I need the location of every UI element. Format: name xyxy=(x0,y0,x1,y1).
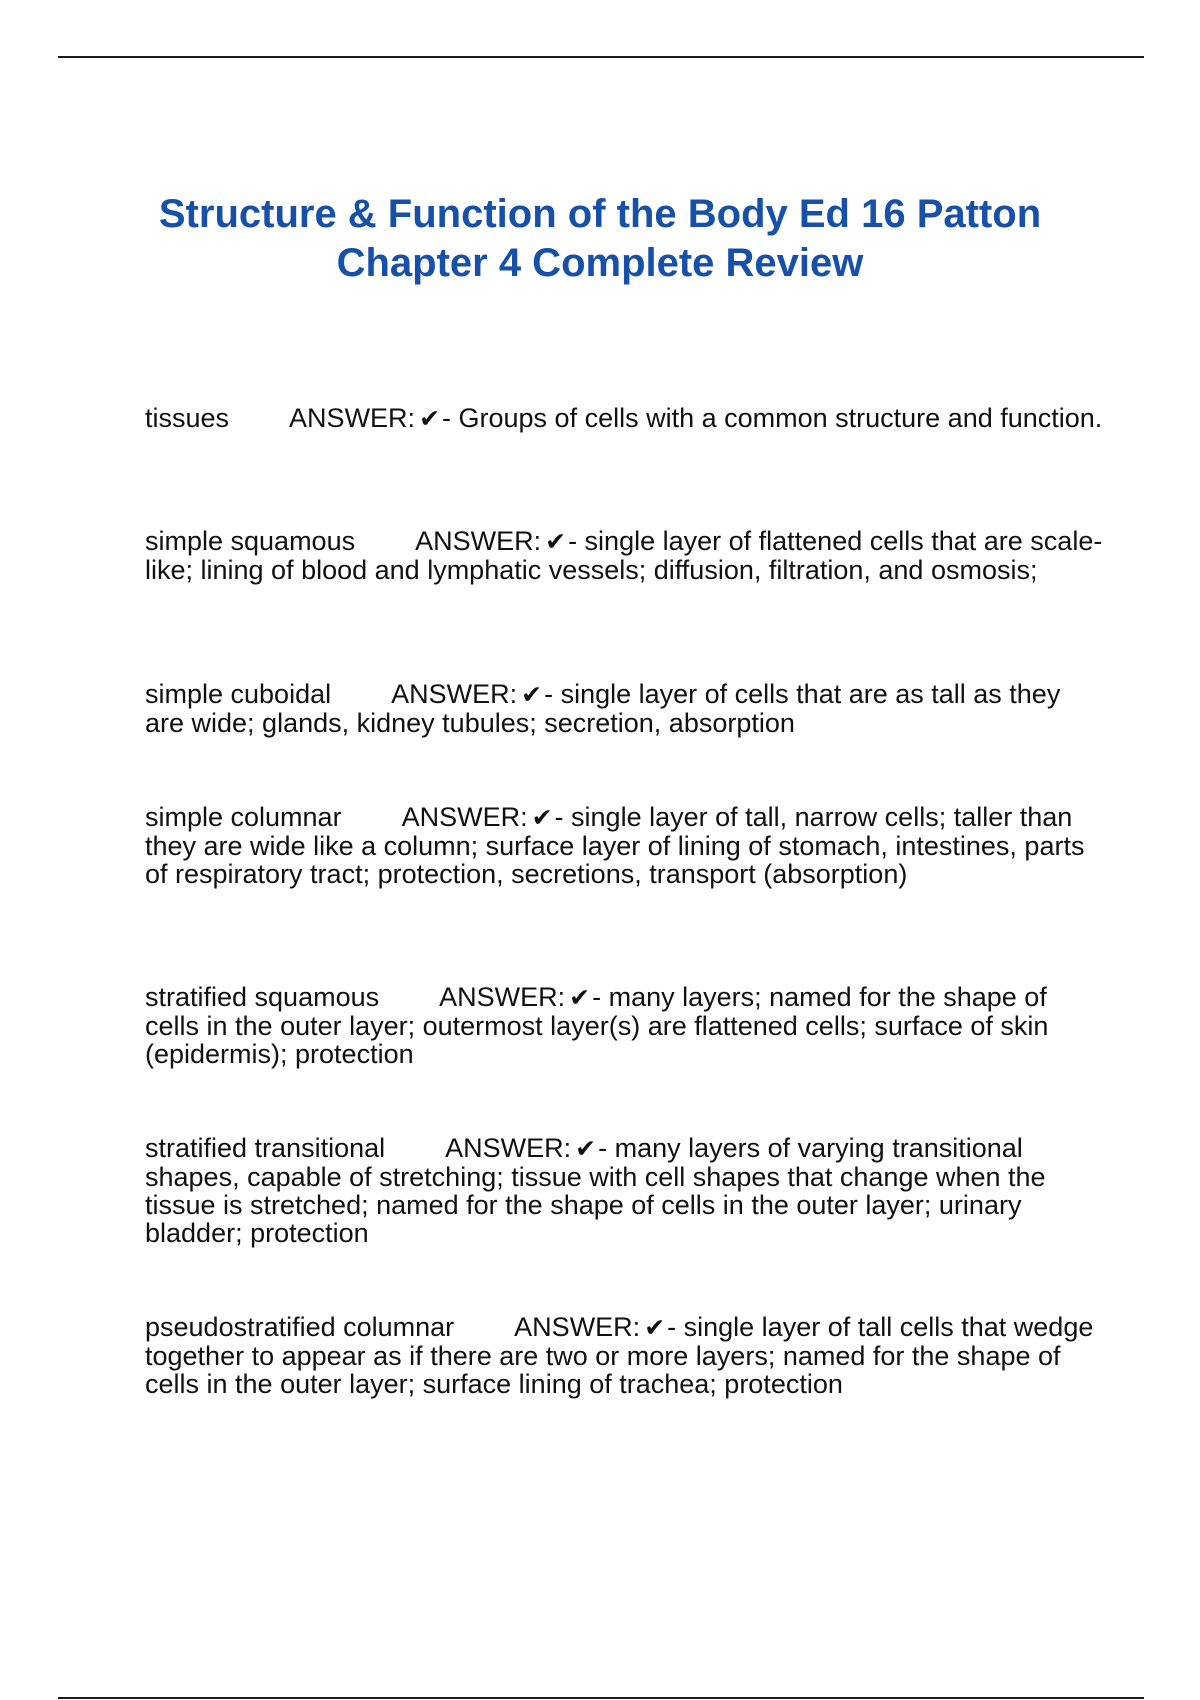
term: stratified squamous xyxy=(145,982,380,1012)
title-line-1: Structure & Function of the Body Ed 16 Patton xyxy=(158,192,1042,236)
term: stratified transitional xyxy=(145,1133,386,1163)
answer-text: - single layer of cells that are as tall as they are wide; glands, kidney tubules; secretion, absorption xyxy=(145,679,1061,738)
checkmark-icon: ✔ xyxy=(531,804,553,832)
checkmark-icon: ✔ xyxy=(575,1135,597,1163)
term: simple squamous xyxy=(145,526,356,556)
checkmark-icon: ✔ xyxy=(644,1314,666,1342)
answer-label: ANSWER: xyxy=(415,526,542,556)
answer-text: - Groups of cells with a common structure and function. xyxy=(442,403,1103,433)
answer-label: ANSWER: xyxy=(514,1312,641,1342)
term: pseudostratified columnar xyxy=(145,1312,455,1342)
qa-item-tissues xyxy=(145,404,1105,433)
bottom-divider xyxy=(58,1697,1144,1699)
answer-text: - single layer of tall, narrow cells; taller than they are wide like a column; surface layer of lining of stomach, intestines, parts of respiratory tract; protection, secretions, transport (absorption) xyxy=(145,802,1085,889)
qa-item-simple-cuboidal xyxy=(145,680,1105,737)
qa-item-stratified-transitional xyxy=(145,1134,1105,1247)
answer-text: - many layers; named for the shape of cells in the outer layer; outermost layer(s) are flattened cells; surface of skin (epidermis); protection xyxy=(145,982,1049,1069)
qa-item-pseudostratified-columnar xyxy=(145,1313,1105,1398)
term: simple cuboidal xyxy=(145,679,332,709)
top-divider xyxy=(58,56,1144,58)
term: simple columnar xyxy=(145,802,342,832)
answer-label: ANSWER: xyxy=(391,679,518,709)
qa-item-simple-squamous xyxy=(145,527,1105,584)
checkmark-icon: ✔ xyxy=(569,984,591,1012)
title-line-2: Chapter 4 Complete Review xyxy=(336,241,864,285)
answer-label: ANSWER: xyxy=(439,982,566,1012)
answer-text: - many layers of varying transitional shapes, capable of stretching; tissue with cell shapes that change when the tissue is stretched; named for the shape of cells in the outer layer; urinary bladder; protection xyxy=(145,1133,1046,1248)
answer-label: ANSWER: xyxy=(445,1133,572,1163)
answer-label: ANSWER: xyxy=(289,403,416,433)
term: tissues xyxy=(145,403,230,433)
answer-label: ANSWER: xyxy=(401,802,528,832)
answer-text: - single layer of flattened cells that are scale-like; lining of blood and lymphatic vessels; diffusion, filtration, and osmosis; xyxy=(145,526,1103,585)
qa-item-stratified-squamous xyxy=(145,983,1105,1068)
document-title xyxy=(100,190,1100,288)
answer-text: - single layer of tall cells that wedge together to appear as if there are two or more layers; named for the shape of cells in the outer layer; surface lining of trachea; protection xyxy=(145,1312,1094,1399)
qa-item-simple-columnar xyxy=(145,803,1105,888)
checkmark-icon: ✔ xyxy=(419,405,441,433)
checkmark-icon: ✔ xyxy=(521,681,543,709)
checkmark-icon: ✔ xyxy=(545,528,567,556)
